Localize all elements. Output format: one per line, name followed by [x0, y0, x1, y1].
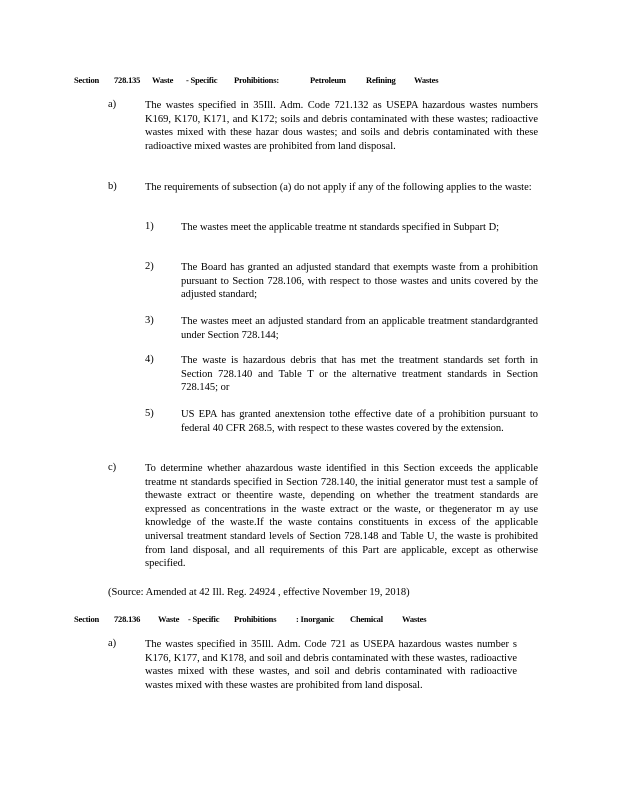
- item-label-1: 1): [145, 221, 154, 232]
- heading-word: Wastes: [414, 75, 439, 85]
- subsection-label-c: c): [108, 462, 117, 473]
- heading-word: Chemical: [350, 614, 383, 624]
- heading-word: Refining: [366, 75, 396, 85]
- heading-word: Wastes: [402, 614, 427, 624]
- item-label-4: 4): [145, 354, 154, 365]
- heading-word: - Specific: [186, 75, 218, 85]
- heading-word: - Specific: [188, 614, 220, 624]
- item-text-2: The Board has granted an adjusted standard that exempts waste from a prohibition pursuant to Section 728.106, with respect to those wastes and units covered by the adjusted standard;: [181, 262, 538, 301]
- heading-word: Prohibitions: [234, 614, 277, 624]
- heading-section-word: Section: [74, 614, 100, 624]
- subsection-text-b: The requirements of subsection (a) do not apply if any of the following applies to the waste:: [145, 182, 532, 193]
- item-label-2: 2): [145, 261, 154, 272]
- source-note: (Source: Amended at 42 Ill. Reg. 24924 , effective November 19, 2018): [108, 587, 410, 598]
- subsection-text-a: The wastes specified in 35Ill. Adm. Code 721.132 as USEPA hazardous wastes numbers K169, K170, K171, and K172; soils and debris contaminated with these wastes; radioactive wastes mixed with these hazar dous wastes; and soils and debris contaminated with these radioactive mixed wastes are prohibited from land disposal.: [145, 100, 538, 152]
- item-text-1: The wastes meet the applicable treatme nt standards specified in Subpart D;: [181, 222, 500, 233]
- subsection-text-a-2: The wastes specified in 35Ill. Adm. Code 721 as USEPA hazardous wastes number s K176, K177, and K178, and soil and debris contaminated with these wastes, radioactive wastes mixed with these wastes, and soil and debris contaminated with radioactive wastes mixed with these wastes are prohibited from land disposal.: [145, 639, 517, 691]
- item-label-5: 5): [145, 408, 154, 419]
- heading-word: Waste: [152, 75, 174, 85]
- item-text-3: The wastes meet an adjusted standard from an applicable treatment standardgranted under Section 728.144;: [181, 316, 538, 341]
- heading-word: Waste: [158, 614, 180, 624]
- subsection-label-a-2: a): [108, 638, 117, 649]
- item-text-5: US EPA has granted anextension tothe effective date of a prohibition pursuant to federal 40 CFR 268.5, with respect to these wastes covered by the extension.: [181, 409, 538, 434]
- subsection-label-b: b): [108, 181, 117, 192]
- item-text-4: The waste is hazardous debris that has met the treatment standards set forth in Section 728.140 and Table T or the alternative treatment standards in Section 728.145; or: [181, 355, 538, 394]
- subsection-label-a: a): [108, 99, 117, 110]
- item-label-3: 3): [145, 315, 154, 326]
- heading-section-number: 728.136: [114, 614, 141, 624]
- heading-section-number: 728.135: [114, 75, 141, 85]
- heading-word: : Inorganic: [296, 614, 335, 624]
- heading-section-word: Section: [74, 75, 100, 85]
- subsection-text-c: To determine whether ahazardous waste identified in this Section exceeds the applicable treatme nt standards specified in Section 728.140, the initial generator must test a sample of thewaste extract or theentire waste, depending on whether the treatment standards are expressed as concentrations in the waste extract or the waste, or thegenerator m ay use knowledge of the waste.If the waste contains constituents in excess of the applicable universal treatment standard levels of Section 728.148 and Table U, the waste is prohibited from land disposal, and all requirements of this Part are applicable, except as otherwise specified.: [145, 463, 538, 570]
- heading-word: Petroleum: [310, 75, 346, 85]
- heading-word: Prohibitions:: [234, 75, 279, 85]
